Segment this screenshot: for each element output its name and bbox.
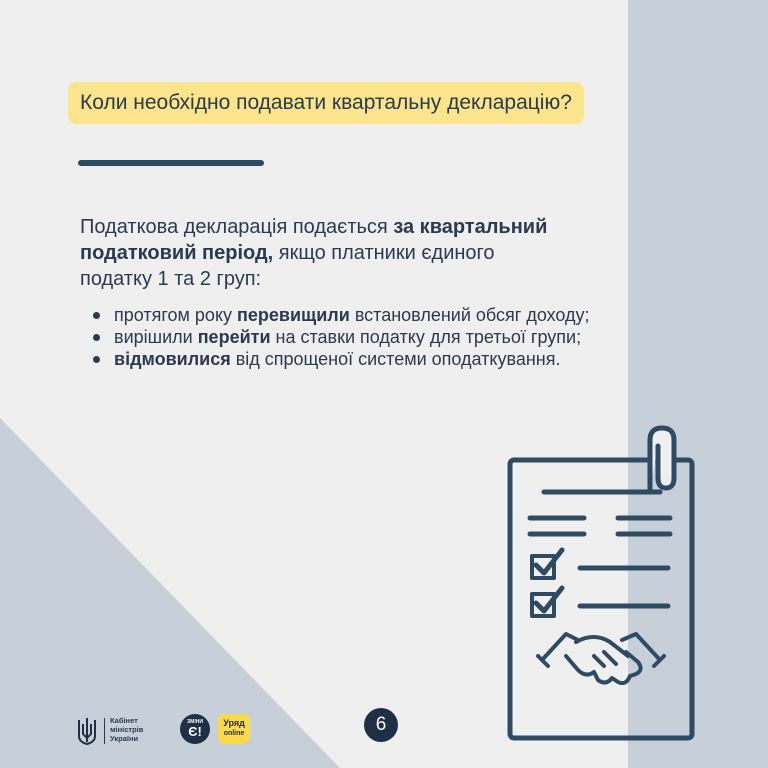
list-item: вирішили перейти на ставки податку для третьої групи;	[80, 326, 600, 348]
intro-text-bold: за квартальний податковий період,	[80, 216, 548, 264]
trident-icon	[76, 716, 98, 746]
checkbox-icon	[532, 588, 562, 616]
intro-text-part1: Податкова декларація подається	[80, 216, 394, 238]
list-item: відмовилися від спрощеної системи оподаткування.	[80, 348, 600, 370]
intro-paragraph	[80, 214, 560, 292]
handshake-icon	[538, 634, 664, 683]
uryad-online-logo: Уряд online	[218, 714, 250, 744]
paperclip-icon	[650, 428, 674, 490]
zminy-logo: ЗМІНИ Є!	[180, 714, 210, 744]
footer-separator	[104, 718, 105, 744]
page-title: Коли необхідно подавати квартальну декларацію?	[68, 82, 584, 124]
document-icon	[500, 420, 710, 750]
list-item: протягом року перевищили встановлений обсяг доходу;	[80, 304, 600, 326]
page-number: 6	[364, 708, 398, 742]
checkbox-icon	[532, 550, 562, 578]
footer-logos	[76, 712, 256, 748]
intro-text-part2: якщо платники єдиного податку 1 та 2 груп:	[80, 242, 495, 290]
title-divider	[78, 160, 264, 166]
cabinet-logo-text: Кабінет міністрів України	[110, 716, 144, 743]
conditions-list	[80, 304, 600, 370]
